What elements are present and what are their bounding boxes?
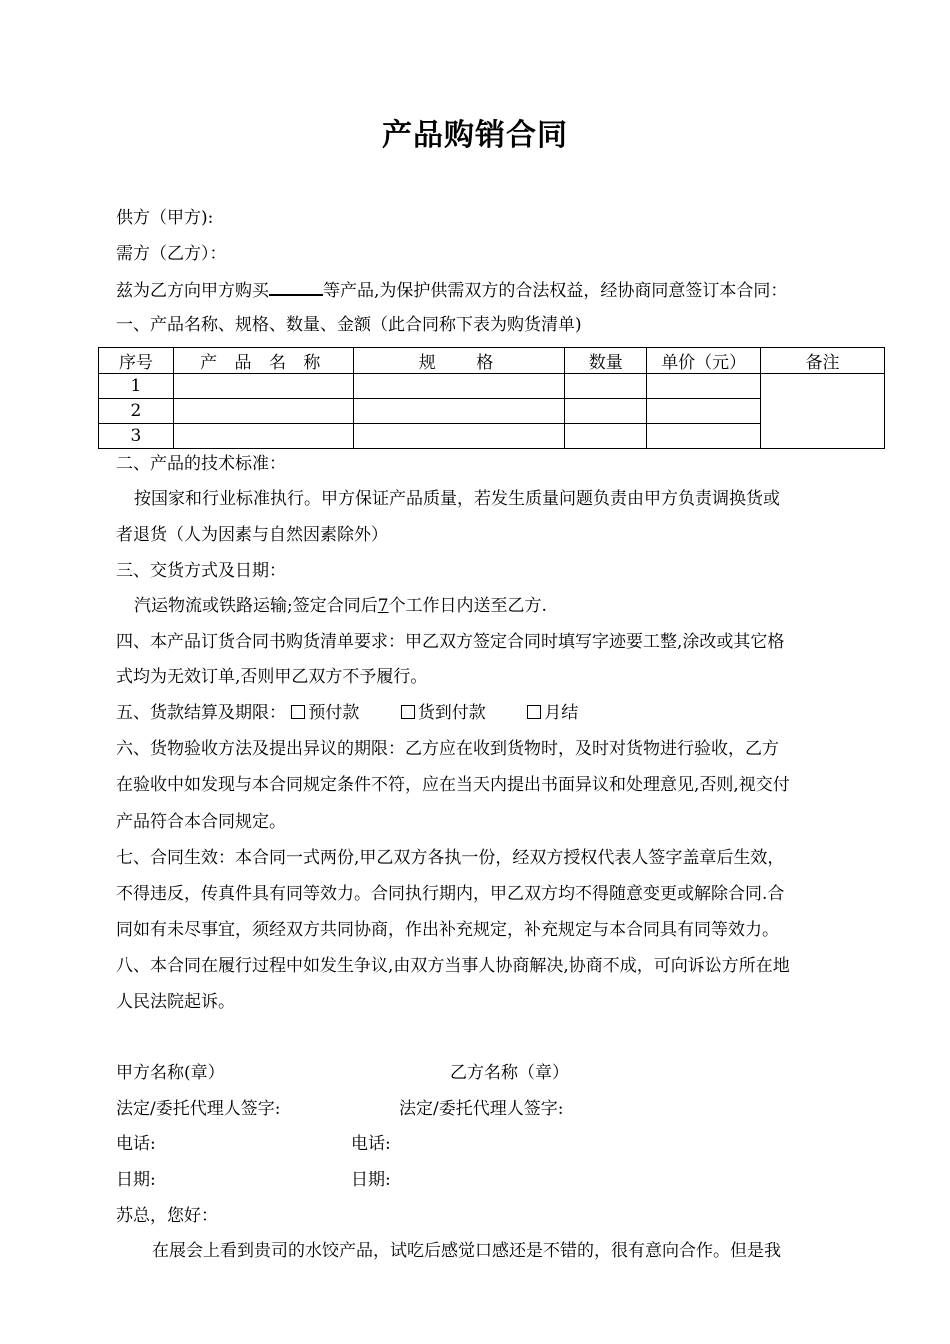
row-price <box>647 399 761 424</box>
row-spec <box>353 399 565 424</box>
section3-after: 个工作日内送至乙方. <box>388 596 547 616</box>
section8-line1: 八、本合同在履行过程中如发生争议,由双方当事人协商解决,协商不成，可向诉讼方所在地 <box>116 956 790 976</box>
section2-heading: 二、产品的技术标准： <box>116 454 286 474</box>
section4-line2: 式均为无效订单,否则甲乙双方不予履行。 <box>116 667 428 687</box>
row-no: 3 <box>99 424 174 449</box>
checkbox-icon[interactable] <box>291 705 305 719</box>
option-label: 货到付款 <box>417 703 486 723</box>
header-spec: 规 格 <box>353 348 565 374</box>
header-qty: 数量 <box>565 348 647 374</box>
section2-line1: 按国家和行业标准执行。甲方保证产品质量，若发生质量问题负责由甲方负责调换货或 <box>134 489 780 509</box>
row-no: 1 <box>99 374 174 399</box>
document-title: 产品购销合同 <box>382 118 568 153</box>
header-no: 序号 <box>99 348 174 374</box>
header-remark: 备注 <box>761 348 885 374</box>
row-price <box>647 424 761 449</box>
party-b-phone: 电话: <box>351 1134 391 1154</box>
row-spec <box>353 374 565 399</box>
checkbox-icon[interactable] <box>401 705 415 719</box>
section5-line <box>116 703 614 723</box>
letter-body: 在展会上看到贵司的水饺产品，试吃后感觉口感还是不错的，很有意向合作。但是我 <box>152 1241 781 1261</box>
purchase-list-table <box>98 347 885 449</box>
section7-line3: 同如有未尽事宜，须经双方共同协商，作出补充规定，补充规定与本合同具有同等效力。 <box>116 920 779 940</box>
section3-line <box>134 596 547 616</box>
row-name <box>173 424 353 449</box>
party-a-date: 日期: <box>116 1170 156 1190</box>
section1-heading: 一、产品名称、规格、数量、金额（此合同称下表为购货清单) <box>116 315 582 335</box>
section8-line2: 人民法院起诉。 <box>116 992 235 1012</box>
section6-line1: 六、货物验收方法及提出异议的期限：乙方应在收到货物时，及时对货物进行验收，乙方 <box>116 739 779 759</box>
section7-line1: 七、合同生效：本合同一式两份,甲乙双方各执一份，经双方授权代表人签字盖章后生效， <box>116 848 785 868</box>
row-no: 2 <box>99 399 174 424</box>
section6-line3: 产品符合本合同规定。 <box>116 812 286 832</box>
header-price: 单价（元） <box>647 348 761 374</box>
party-a-agent: 法定/委托代理人签字: <box>116 1099 281 1119</box>
party-b-date: 日期: <box>351 1170 391 1190</box>
intro-line <box>116 280 787 301</box>
option-cod[interactable] <box>401 703 486 723</box>
section4-line1: 四、本产品订货合同书购货清单要求：甲乙双方签定合同时填写字迹要工整,涂改或其它格 <box>116 632 785 652</box>
section2-line2: 者退货（人为因素与自然因素除外） <box>116 525 388 545</box>
remark-cell <box>761 374 885 449</box>
intro-after: 等产品,为保护供需双方的合法权益，经协商同意签订本合同： <box>323 281 788 301</box>
delivery-days: 7 <box>377 596 389 616</box>
option-label: 预付款 <box>308 703 360 723</box>
section6-line2: 在验收中如发现与本合同规定条件不符，应在当天内提出书面异议和处理意见,否则,视交付 <box>116 775 790 795</box>
header-name: 产 品 名 称 <box>173 348 353 374</box>
row-name <box>173 399 353 424</box>
letter-greeting: 苏总，您好： <box>116 1206 218 1226</box>
supplier-line: 供方（甲方): <box>116 208 214 228</box>
row-price <box>647 374 761 399</box>
section5-label: 五、货款结算及期限： <box>116 703 286 723</box>
party-a-name: 甲方名称(章） <box>116 1063 225 1083</box>
buyer-line: 需方（乙方）： <box>116 244 227 264</box>
row-name <box>173 374 353 399</box>
row-qty <box>565 424 647 449</box>
section7-line2: 不得违反，传真件具有同等效力。合同执行期内，甲乙双方均不得随意变更或解除合同.合 <box>116 884 785 904</box>
table-row <box>99 374 885 399</box>
option-label: 月结 <box>544 703 579 723</box>
row-qty <box>565 399 647 424</box>
party-a-phone: 电话: <box>116 1134 156 1154</box>
checkbox-icon[interactable] <box>527 705 541 719</box>
option-monthly[interactable] <box>527 703 578 723</box>
option-prepay[interactable] <box>291 703 359 723</box>
section3-before: 汽运物流或铁路运输;签定合同后 <box>134 596 378 616</box>
table-header-row <box>99 348 885 374</box>
section3-heading: 三、交货方式及日期： <box>116 561 286 581</box>
row-spec <box>353 424 565 449</box>
intro-before: 兹为乙方向甲方购买 <box>116 281 269 301</box>
party-b-agent: 法定/委托代理人签字: <box>399 1099 564 1119</box>
row-qty <box>565 374 647 399</box>
party-b-name: 乙方名称（章） <box>450 1063 569 1083</box>
product-blank <box>269 280 323 296</box>
